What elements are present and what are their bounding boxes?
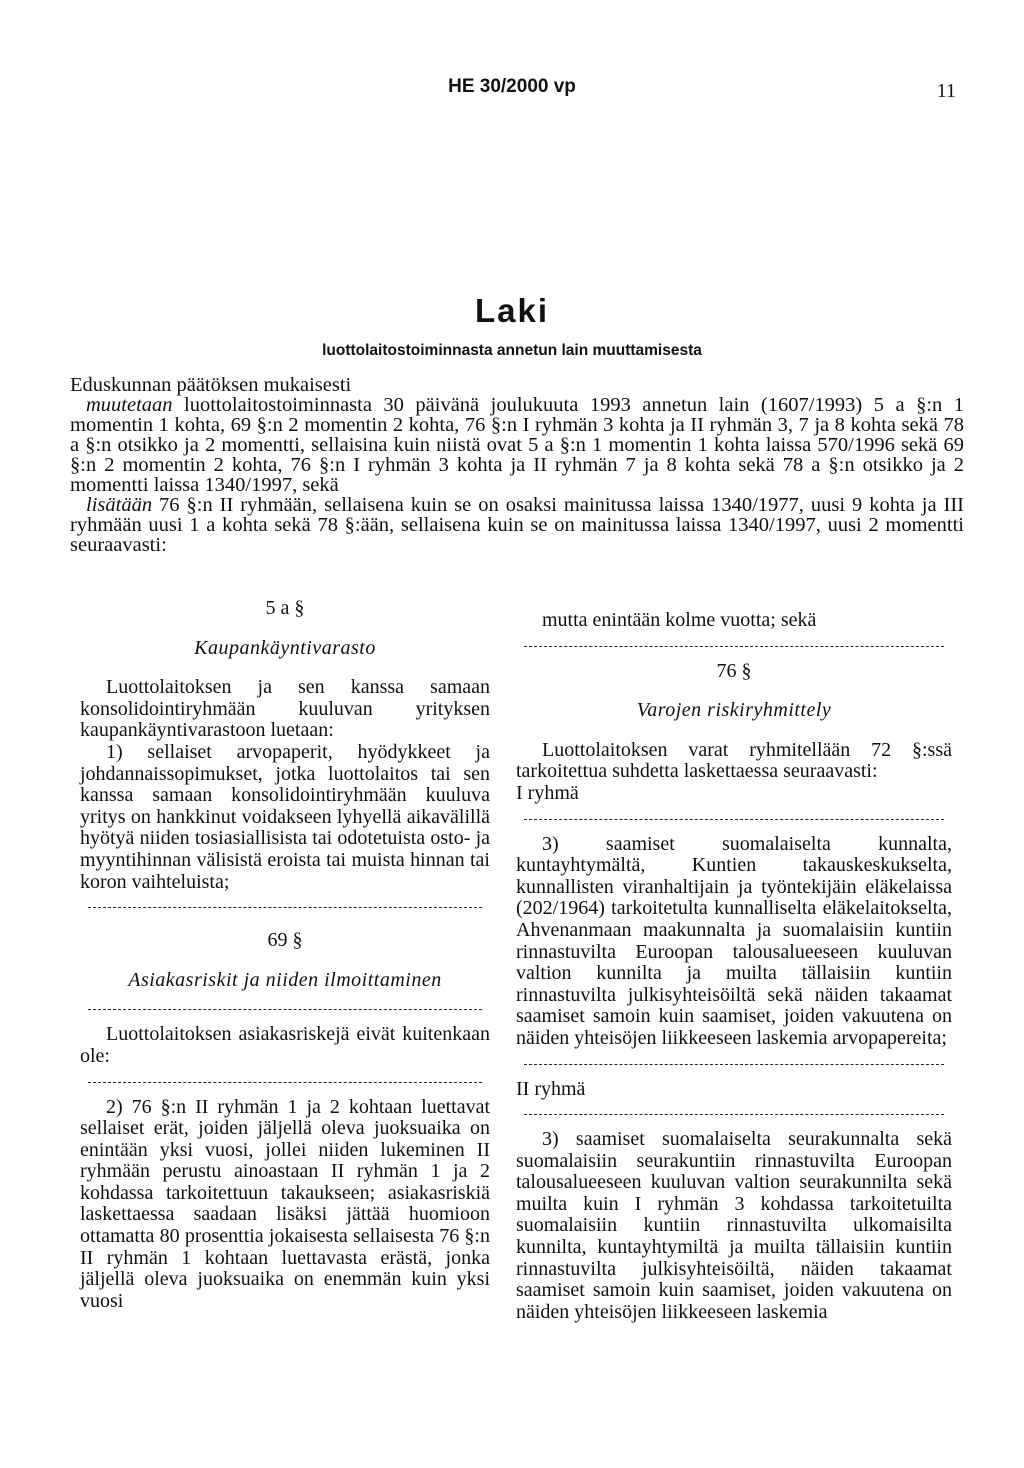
omission-divider: [524, 646, 944, 647]
section-number-69: 69 §: [267, 929, 303, 952]
amendment-paragraph: [70, 395, 964, 495]
added-keyword: lisätään: [86, 494, 153, 516]
section-paragraph: 1) sellaiset arvopaperit, hyödykkeet ja johdannaissopimukset, jotka luottolaitos tai sen kanssa samaan konsolidointiryhmään kuuluva yritys on hankkinut voidakseen lyhyellä aikavälillä hyötyä niiden tosiasiallisista tai odotetuista osto- ja myyntihinnan välisistä eroista tai muista hinnan tai koron vaihteluista;: [80, 740, 490, 893]
section-paragraph: 3) saamiset suomalaiselta kunnalta, kuntayhtymältä, Kuntien takauskeskukselta, kunnallisten viranhaltijain ja työntekijäin eläkelaissa (202/1964) tarkoitetulta kunnalliselta eläkelaitokselta, Ahvenanmaan maakunnalta ja suomalaisiin kuntiin rinnastuvilta Euroopan talousalueeseen kuuluvan valtion kunnilta ja muilta tällaisiin kuntiin rinnastuvilta julkisyhteisöiltä sekä näiden takaamat saamiset samoin kuin saamiset, joiden vakuutena on näiden yhteisöjen liikkeeseen laskemia arvopapereita;: [516, 832, 952, 1049]
group-label: I ryhmä: [516, 781, 579, 804]
addition-text: 76 §:n II ryhmään, sellaisena kuin se on osaksi mainitussa laissa 1340/1977, uusi 9 kohta ja III ryhmään uusi 1 a kohta sekä 78 §:ään, sellaisena kuin se on mainitussa laissa 1340/1997, uusi 2 momentti seuraavasti:: [70, 494, 964, 556]
right-column: [516, 610, 952, 1323]
preamble: [70, 375, 964, 555]
running-head: HE 30/2000 vp: [448, 76, 576, 97]
section-number-5a: 5 a §: [265, 597, 305, 619]
addition-paragraph: [70, 495, 964, 555]
section-paragraph: mutta enintään kolme vuotta; sekä: [542, 609, 817, 631]
section-paragraph: Luottolaitoksen ja sen kanssa samaan konsolidointiryhmään kuuluvan yrityksen kaupankäyntivarastoon luetaan:: [80, 676, 490, 742]
section-number-76: 76 §: [716, 659, 752, 682]
amendment-text: luottolaitostoiminnasta 30 päivänä joulukuuta 1993 annetun lain (1607/1993) 5 a §:n 1 momentin 1 kohta, 69 §:n 2 momentin 2 kohta, 76 §:n I ryhmän 3 kohta ja II ryhmän 3, 7 ja 8 kohta sekä 78 a §:n otsikko ja 2 momentti, sellaisina kuin niistä ovat 5 a §:n 1 momentin 1 kohta laissa 570/1996 sekä 69 §:n 2 momentin 2 kohta, 76 §:n I ryhmän 3 kohta ja II ryhmän 7 ja 8 kohta sekä 78 a §:n otsikko ja 2 momentti laissa 1340/1997, sekä: [70, 394, 964, 496]
omission-divider: [88, 1009, 482, 1010]
page-number: 11: [936, 80, 956, 102]
amended-keyword: muutetaan: [86, 394, 173, 416]
law-subtitle: luottolaitostoiminnasta annetun lain muuttamisesta: [322, 342, 702, 359]
omission-divider: [524, 819, 944, 820]
left-column: [80, 598, 490, 1312]
omission-divider: [88, 1082, 482, 1083]
section-paragraph: Luottolaitoksen asiakasriskejä eivät kuitenkaan ole:: [80, 1023, 490, 1067]
section-paragraph: Luottolaitoksen varat ryhmitellään 72 §:ssä tarkoitettua suhdetta laskettaessa seuraavasti:: [516, 738, 952, 783]
omission-divider: [88, 907, 482, 908]
section-heading-5a: Kaupankäyntivarasto: [194, 636, 376, 659]
omission-divider: [524, 1064, 944, 1065]
section-heading-76: Varojen riskiryhmittely: [636, 699, 832, 722]
section-paragraph: 2) 76 §:n II ryhmän 1 ja 2 kohtaan luettavat sellaiset erät, joiden jäljellä oleva juoksuaika on enintään yksi vuosi, jollei niiden lukeminen II ryhmään perustu ainoastaan II ryhmän 1 ja 2 kohdassa tarkoitettuun takaukseen; asiakasriskiä laskettaessa saadaan lisäksi jättää huomioon ottamatta 80 prosenttia jokaisesta sellaisesta 76 §:n II ryhmän 1 kohtaan luettavasta erästä, jonka jäljellä oleva juoksuaika on enemmän kuin yksi vuosi: [80, 1095, 490, 1312]
group-label: II ryhmä: [516, 1077, 586, 1100]
section-heading-69: Asiakasriskit ja niiden ilmoittaminen: [128, 968, 442, 991]
enactment-clause: Eduskunnan päätöksen mukaisesti: [70, 374, 352, 396]
omission-divider: [524, 1114, 944, 1115]
section-paragraph: 3) saamiset suomalaiselta seurakunnalta sekä suomalaisiin seurakuntiin rinnastuvilta Euroopan talousalueeseen kuuluvan valtion seurakunnilta sekä muilta kuin I ryhmän 3 kohdassa tarkoitetuilta suomalaisiin kuntiin rinnastuvilta ulkomaisilta kunnilta, kuntayhtymiltä ja muilta tällaisiin kuntiin rinnastuvilta julkisyhteisöiltä, näiden takaamat saamiset samoin kuin saamiset, joiden vakuutena on näiden yhteisöjen liikkeeseen laskemia: [516, 1128, 952, 1323]
law-title: Laki: [474, 292, 550, 329]
